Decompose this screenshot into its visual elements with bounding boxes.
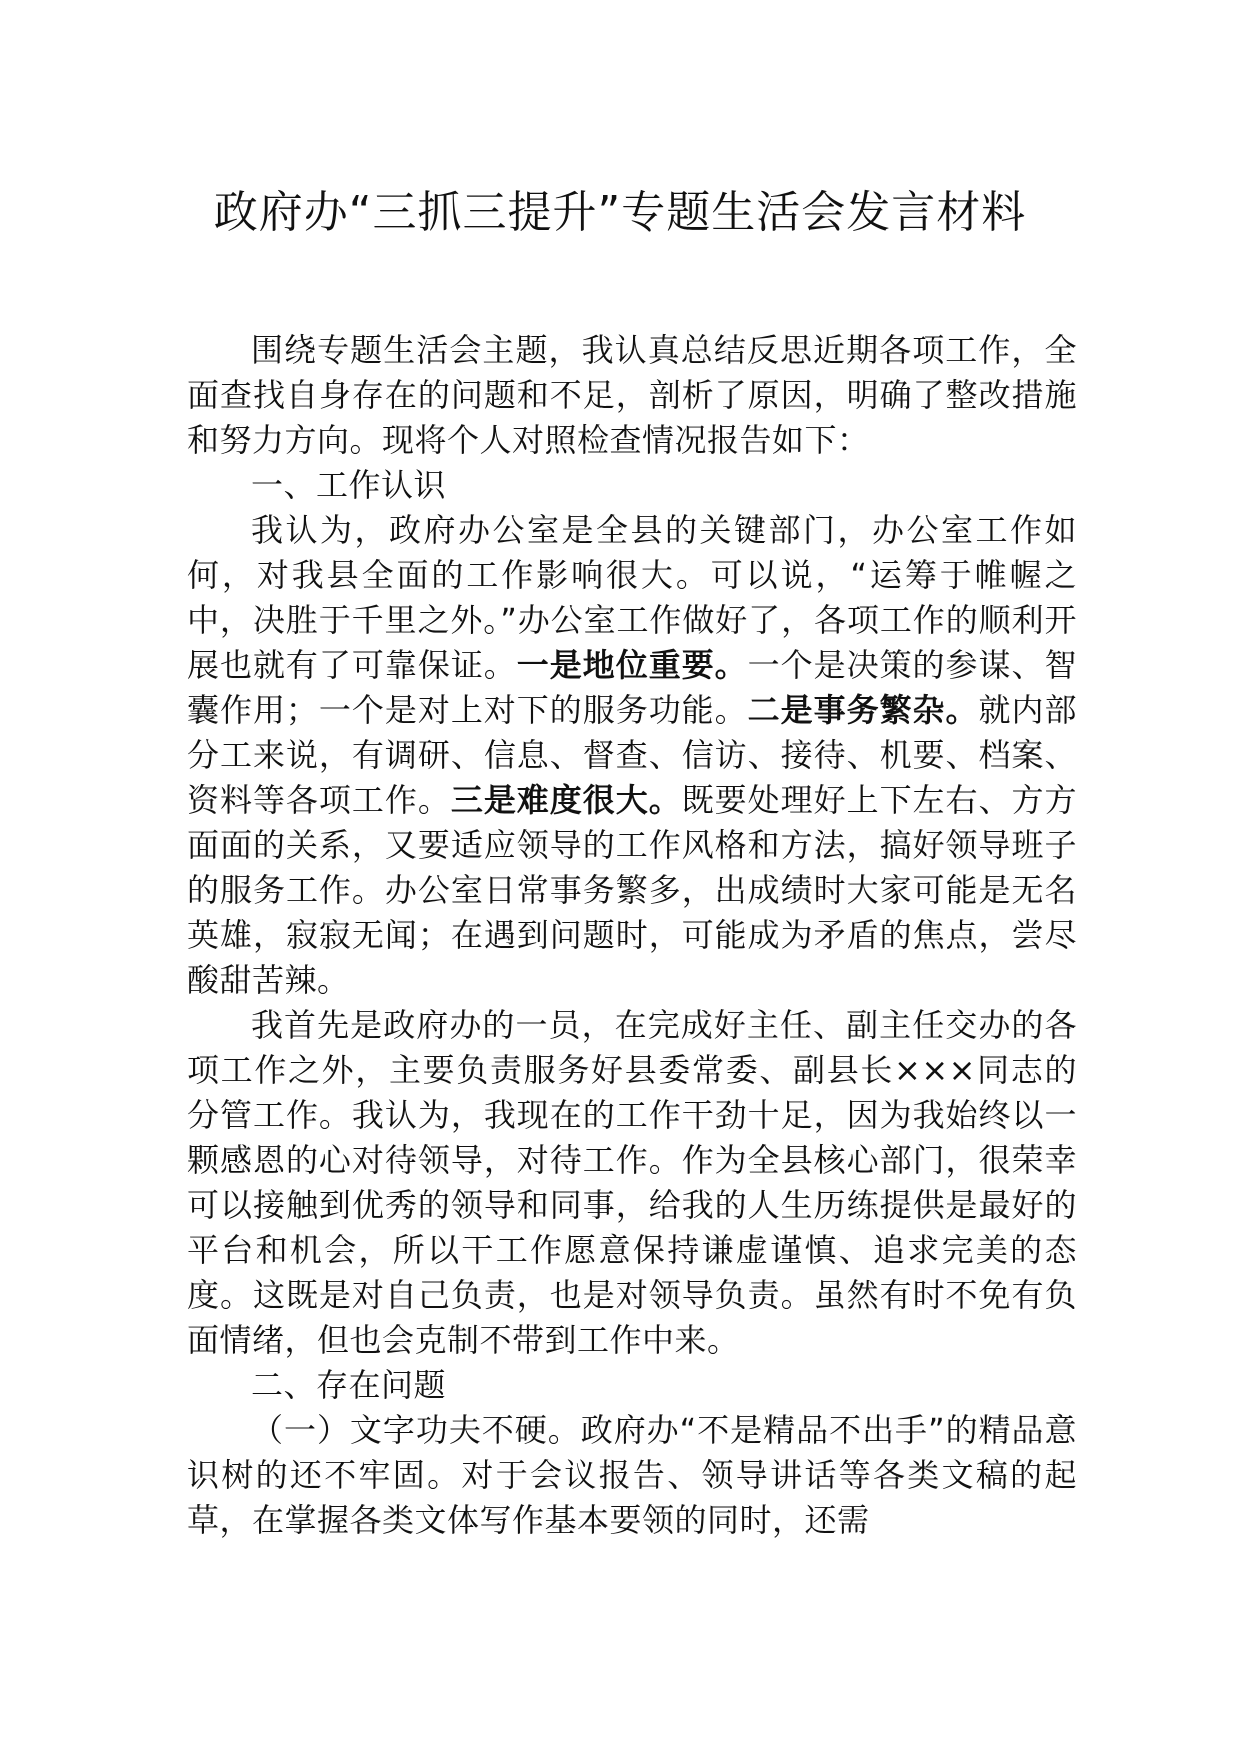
paragraph-text: 就内部分工来说，有调研、信息、督查、信访、接待、机要、档案、资料等各项工作。 [187,691,1077,819]
document-title: 政府办“三抓三提升”专题生活会发言材料 [213,187,1027,238]
body-paragraph [187,1408,1077,1543]
paragraph-text: （一）文字功夫不硬。政府办“不是精品不出手”的精品意识树的还不牢固。对于会议报告、领导讲话等各类文稿的起草，在掌握各类文体写作基本要领的同时，还需 [187,1411,1077,1539]
paragraph-text: 围绕专题生活会主题，我认真总结反思近期各项工作，全面查找自身存在的问题和不足，剖析了原因，明确了整改措施和努力方向。现将个人对照检查情况报告如下： [187,331,1077,459]
document-body [187,328,1077,1543]
paragraph-text: 我首先是政府办的一员，在完成好主任、副主任交办的各项工作之外，主要负责服务好县委常委、副县长×××同志的分管工作。我认为，我现在的工作干劲十足，因为我始终以一颗感恩的心对待领导，对待工作。作为全县核心部门，很荣幸可以接触到优秀的领导和同事，给我的人生历练提供是最好的平台和机会，所以干工作愿意保持谦虚谨慎、追求完美的态度。这既是对自己负责，也是对领导负责。虽然有时不免有负面情绪，但也会克制不带到工作中来。 [187,1006,1077,1359]
emphasis-text: 一是地位重要。 [516,646,748,684]
paragraph-text: 一、工作认识 [251,466,447,504]
paragraph-text: 二、存在问题 [251,1366,447,1404]
paragraph-text: 一个是决策的参谋、智囊作用；一个是对上对下的服务功能。 [187,646,1077,729]
body-paragraph [187,1003,1077,1363]
paragraph-text: 我认为，政府办公室是全县的关键部门，办公室工作如何，对我县全面的工作影响很大。可以说，“运筹于帷幄之中，决胜于千里之外。”办公室工作做好了，各项工作的顺利开展也就有了可靠保证。 [187,511,1077,684]
body-paragraph [187,508,1077,1003]
emphasis-text: 三是难度很大。 [450,781,682,819]
body-paragraph [187,328,1077,463]
emphasis-text: 二是事务繁杂。 [747,691,979,729]
body-paragraph [187,1363,1077,1408]
body-paragraph [187,463,1077,508]
paragraph-text: 既要处理好上下左右、方方面面的关系，又要适应领导的工作风格和方法，搞好领导班子的服务工作。办公室日常事务繁多，出成绩时大家可能是无名英雄，寂寂无闻；在遇到问题时，可能成为矛盾的焦点，尝尽酸甜苦辣。 [187,781,1077,999]
